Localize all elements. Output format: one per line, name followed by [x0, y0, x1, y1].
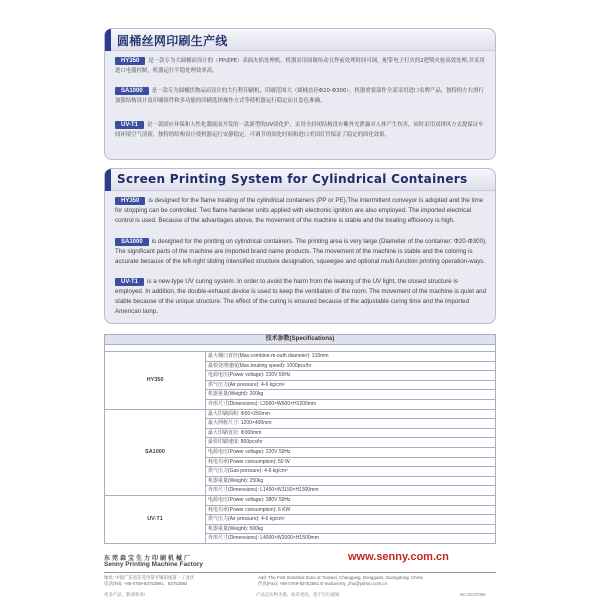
- cn-panel-title-bar: [105, 29, 495, 51]
- en-desc-sa1000: [115, 237, 487, 267]
- spec-cell: 供气压力(Air pressure): 4-6 kg/cm²: [206, 380, 496, 390]
- spec-cell: 最快印刷速度: 800pcs/hr: [206, 438, 496, 448]
- model-badge: SA1000: [115, 87, 149, 95]
- address-cn: 地址: 中国广东省东莞市常平镇田尾第一工业区: [104, 575, 195, 580]
- spec-row: [105, 352, 496, 362]
- inquiry-note: 更多产品，敬请垂询!: [104, 592, 145, 597]
- spec-table-header: 技术参数(Specifications): [105, 335, 496, 345]
- spec-cell: 外形尺寸(Dimensions): L1450×W1150×H1300mm: [206, 486, 496, 496]
- spec-row: [105, 495, 496, 505]
- address-en: Add: The First Industrial Zone at Tianwei, Changping, Dongguan, Guangdong, China.: [258, 575, 424, 580]
- spec-table: [104, 334, 496, 544]
- en-product-panel: [104, 168, 496, 324]
- spec-header-row: [105, 335, 496, 345]
- en-desc-text: is a new-type UV curing system. In order to avoid the harm from the leaking of the UV light, the closed structure is employed. In addition, the double-exhaust device is used to keep the ventilation of the room. The movement of the machine is quiet and stable because of the unique structure. The effect of the curing is ensured because of the adjustable curing time and the imported American lamp.: [115, 278, 487, 315]
- spec-cell: 供气压力(Air pressure): 4-6 kg/cm²: [206, 515, 496, 525]
- spec-cell: 机器重量(Weight): 250kg: [206, 476, 496, 486]
- cn-product-panel: [104, 28, 496, 160]
- spec-cell: 供气压力(Gas pressure): 4-6 kg/cm²: [206, 467, 496, 477]
- spec-cell: 耗电功率(Power consumption): 50 W: [206, 457, 496, 467]
- cn-desc-text: 是一款固应环保和人性化潮流而开发的一款新型的UV固化炉，采用全封闭结构没有紫外光泄露对人体产生伤害，同时采用双排风方式提保证车间环境空气清新，独特的结构设计使机器运行安静稳定，可调节的固化时间和进口美国灯管保证了稳定的固化效果。: [115, 122, 484, 138]
- cn-desc-hy350: [115, 56, 487, 76]
- en-section-title: Screen Printing System for Cylindrical Containers: [117, 172, 468, 186]
- cn-desc-text: 是一款专为圆桶状物品而设计的大行程印刷机，印刷范围大（圆桶直径Φ20-Φ300），机器重要部件全部采用进口名牌产品，独特的左右滑行加强结构设计及印刷组件和多功能的印刷选择操作方式等使机器运行稳定而且套色准确。: [115, 88, 484, 104]
- spec-cell: 外形尺寸(Dimensions): L2000×W600×H1200mm: [206, 399, 496, 409]
- company-name-en: Senny Printing Machine Factory: [104, 561, 203, 568]
- en-panel-title-bar: [105, 169, 495, 191]
- cn-desc-text: 是一款专为大圆桶而设计的（PP或PE）表面火焰处理机，机器采用间歇传动且焊前处理时间可调，配带电子打火的2把喷火枪高效处理,并采用进口电器控制，机器运行平稳处理效率高。: [115, 58, 485, 74]
- en-desc-uvt1: [115, 277, 487, 317]
- model-badge: UV-T1: [115, 278, 144, 286]
- cn-desc-uvt1: [115, 120, 487, 140]
- model-badge: UV-T1: [115, 121, 144, 129]
- spec-model-sa1000: SA1000: [105, 409, 206, 495]
- model-badge: HY350: [115, 57, 145, 65]
- spec-cell: 机器重量(Weight): 200kg: [206, 390, 496, 400]
- en-desc-text: is designed for the printing on cylindrical containers. The printing area is very large (Diameter of the container: Φ20-Φ300). The significant parts of the machine are imported brand name products. The movement of the machine is stable and the coloring is accurate because of the left-right sliding intensified structure designation, squeegee and optional multi-function printing operation-ways.: [115, 238, 487, 265]
- catalog-number: No.SCAT006: [460, 592, 486, 597]
- spec-cell: 最大桶口直径(Max.combine-m-outh diameter): 310mm: [206, 352, 496, 362]
- en-desc-hy350: [115, 196, 487, 226]
- spec-model-uvt1: UV-T1: [105, 495, 206, 543]
- spec-cell: 电源电压(Power voltage): 220V 50Hz: [206, 371, 496, 381]
- fax-email: 传真(Fax): +86-0769-83752881 E-mail:senny_zhu@yahoo.com.cn: [258, 581, 388, 586]
- spec-cell: 最快处理速度(Max.treating speed): 1000pcs/hr: [206, 361, 496, 371]
- en-desc-text: is designed for the flame treating of the cylindrical containers (PP or PE).The intermittent conveyor is adopted and the time for stopping can be controlled. Two flame hardener units applied with electronic ignition are also employed. The imported electrical control is used. Because of the advantages above, the movement of the machine is stable and the treating efficiency is high.: [115, 197, 484, 224]
- title-accent-bar: [105, 29, 111, 51]
- company-name-cn: 东莞森宝生力印刷机械厂: [104, 556, 193, 562]
- spec-cell: 最大印刷面积: Φ50×250mm: [206, 409, 496, 419]
- cn-desc-sa1000: [115, 86, 487, 106]
- spec-cell: 耗电功率(Power consumption): 6 KW: [206, 505, 496, 515]
- spec-cell: 电源电压(Power voltage): 220V 50Hz: [206, 447, 496, 457]
- spec-cell: 最大网框尺寸: 1200×400mm: [206, 419, 496, 429]
- title-accent-bar: [105, 169, 111, 191]
- spec-cell: 机器重量(Weight): 500kg: [206, 524, 496, 534]
- spec-spacer-row: [105, 345, 496, 352]
- footer-divider: [104, 572, 496, 573]
- spec-row: [105, 409, 496, 419]
- tel-cn: 电话(Tel): +86-0769-83752991、83752992: [104, 581, 188, 586]
- spec-cell: 最大印刷直径: Φ300mm: [206, 428, 496, 438]
- spacer-cell: [105, 345, 496, 352]
- cn-section-title: 圆桶丝网印刷生产线: [117, 34, 228, 48]
- spec-cell: 外形尺寸(Dimensions): L4000×W2000×H1500mm: [206, 534, 496, 544]
- spec-cell: 电源电压(Power voltage): 380V 50Hz: [206, 495, 496, 505]
- disclaimer-note: 产品以实物为准，如有更改，恕不另行通知: [256, 592, 340, 597]
- website-link[interactable]: www.senny.com.cn: [348, 551, 449, 563]
- model-badge: SA1000: [115, 238, 149, 246]
- model-badge: HY350: [115, 197, 145, 205]
- spec-model-hy350: HY350: [105, 352, 206, 410]
